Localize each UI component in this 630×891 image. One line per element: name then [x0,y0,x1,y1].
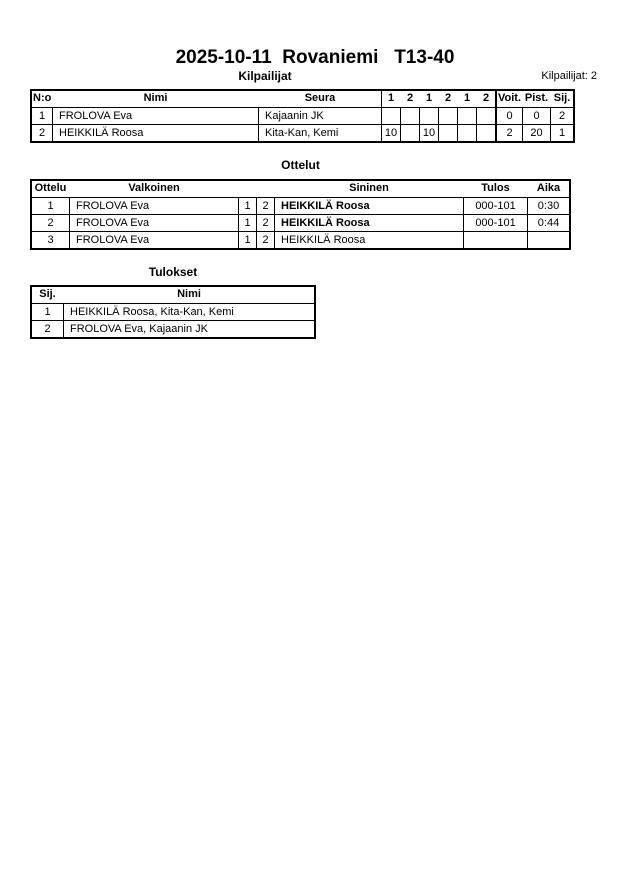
competitor-no: 2 [38,127,46,139]
points-cell: 20 [522,125,550,141]
col-header-round: 2 [482,92,490,104]
competitors-table-header [32,91,573,107]
rank-cell: 2 [550,108,573,124]
results-section-title: Tulokset [148,265,198,279]
col-header-white: Valkoinen [128,182,180,194]
white-number: 1 [238,215,256,231]
col-header-spacer [238,181,256,197]
score-cell [438,108,457,124]
match-time [527,232,569,248]
match-time: 0:30 [527,198,569,214]
competitor-row [32,124,573,141]
match-time: 0:44 [527,215,569,231]
col-header-name: Nimi [143,92,168,104]
matches-section-title: Ottelut [281,158,320,172]
col-header-blue: Sininen [349,182,389,194]
col-header-result: Tulos [481,182,510,194]
competitor-club: Kajaanin JK [258,108,381,124]
competitors-table [30,89,575,143]
col-header-round: 2 [444,92,452,104]
white-name: FROLOVA Eva [69,215,238,231]
col-header-name: Nimi [177,288,201,300]
score-cell [419,108,438,124]
result-rank: 1 [44,306,51,318]
col-header-match: Ottelu [34,182,67,194]
competitor-name: FROLOVA Eva [52,108,258,124]
col-header-rank: Sij. [39,288,56,300]
score-cell [400,108,419,124]
match-row [32,197,569,214]
match-result [463,232,527,248]
matches-table-header [32,181,569,197]
white-number: 1 [238,198,256,214]
white-name: FROLOVA Eva [69,232,238,248]
blue-number: 2 [256,198,274,214]
col-header-time: Aika [536,182,561,194]
match-row [32,231,569,248]
col-header-round: 1 [425,92,433,104]
result-row [32,320,314,337]
score-cell [476,108,495,124]
results-table [30,285,316,339]
col-header-rank: Sij. [553,92,571,104]
col-header-round: 1 [381,91,400,107]
score-cell: 10 [419,125,438,141]
matches-table [30,179,571,250]
competitors-section-title: Kilpailijat [238,69,292,83]
competitor-row [32,107,573,124]
col-header-round: 1 [463,92,471,104]
col-header-spacer [256,181,274,197]
blue-name: HEIKKILÄ Roosa [274,232,463,248]
col-header-round: 2 [406,92,414,104]
page-title: 2025-10-11 Rovaniemi T13-40 [175,47,455,68]
competitor-name: HEIKKILÄ Roosa [52,125,258,141]
white-number: 1 [238,232,256,248]
results-table-header [32,287,314,303]
score-cell [400,125,419,141]
white-name: FROLOVA Eva [69,198,238,214]
match-row [32,214,569,231]
competitors-count-label: Kilpailijat: 2 [541,70,597,82]
match-result: 000-101 [463,215,527,231]
points-cell: 0 [522,108,550,124]
col-header-no: N:o [33,92,52,104]
match-result: 000-101 [463,198,527,214]
result-rank: 2 [44,323,51,335]
match-no: 3 [47,234,54,246]
score-cell [438,125,457,141]
col-header-wins: Voit. [495,91,522,107]
col-header-points: Pist. [524,92,549,104]
score-cell [381,108,400,124]
col-header-club: Seura [304,92,336,104]
score-cell: 10 [381,125,400,141]
competitor-club: Kita-Kan, Kemi [258,125,381,141]
score-cell [476,125,495,141]
blue-name: HEIKKILÄ Roosa [274,198,463,214]
rank-cell: 1 [550,125,573,141]
blue-number: 2 [256,232,274,248]
result-name: FROLOVA Eva, Kajaanin JK [63,321,314,337]
blue-name: HEIKKILÄ Roosa [274,215,463,231]
match-no: 1 [47,200,54,212]
result-row [32,303,314,320]
match-no: 2 [47,217,54,229]
wins-cell: 0 [495,108,522,124]
score-cell [457,108,476,124]
score-cell [457,125,476,141]
result-name: HEIKKILÄ Roosa, Kita-Kan, Kemi [63,304,314,320]
wins-cell: 2 [495,125,522,141]
competitor-no: 1 [38,110,46,122]
blue-number: 2 [256,215,274,231]
